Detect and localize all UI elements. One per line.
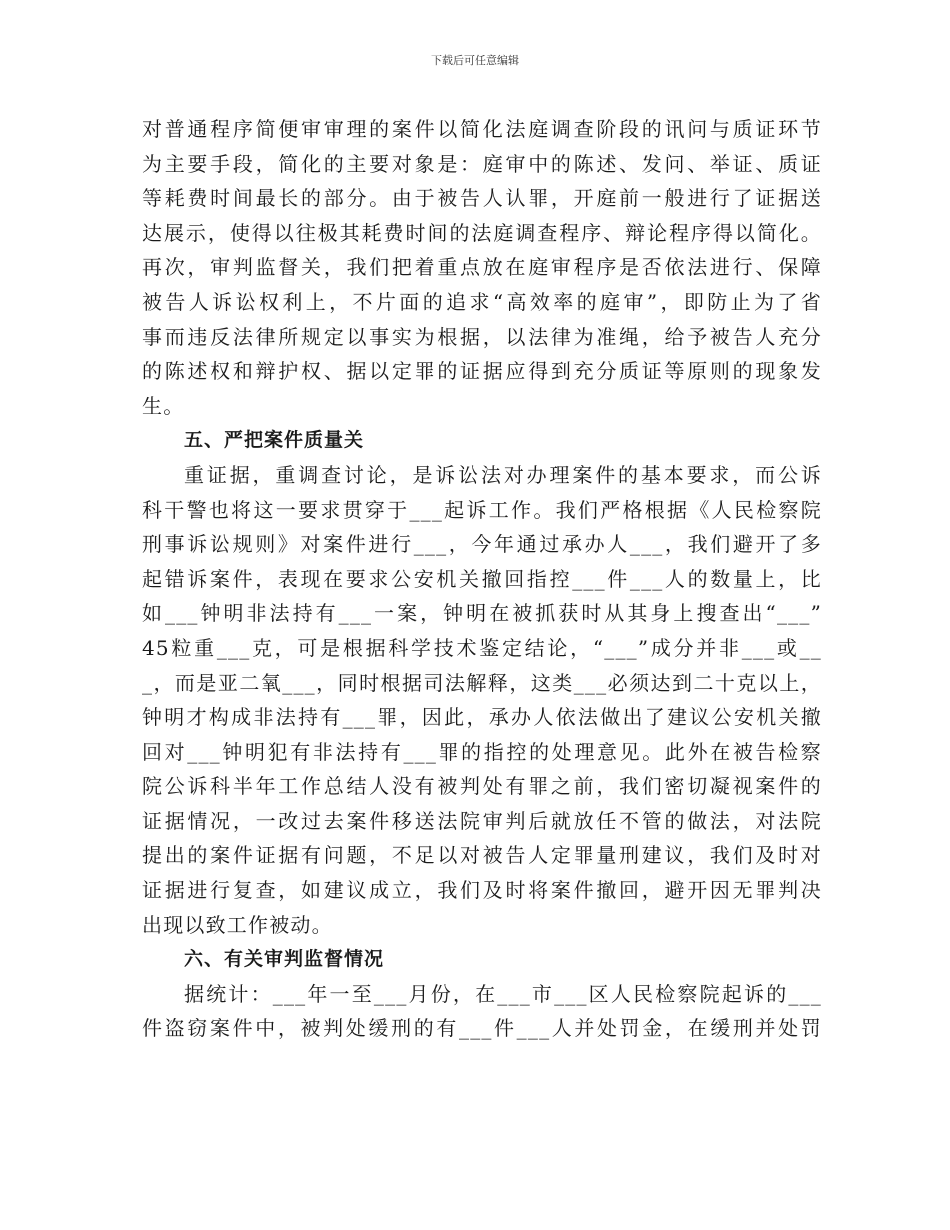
text-line: 重证据，重调查讨论，是诉讼法对办理案件的基本要求，而公诉 — [184, 462, 822, 487]
text-line: 等耗费时间最长的部分。由于被告人认罪，开庭前一般进行了证据送 — [142, 186, 822, 211]
text-line: 达展示，使得以往极其耗费时间的法庭调查程序、辩论程序得以简化。 — [142, 220, 822, 245]
text-line: 证据进行复查，如建议成立，我们及时将案件撤回，避开因无罪判决 — [142, 878, 822, 903]
document-body — [142, 112, 822, 1046]
text-line: 再次，审判监督关，我们把着重点放在庭审程序是否依法进行、保障 — [142, 255, 822, 280]
paragraph-continuation — [142, 112, 822, 423]
text-line: 为主要手段，简化的主要对象是：庭审中的陈述、发问、举证、质证 — [142, 151, 822, 176]
text-line: 生。 — [142, 393, 185, 418]
text-line: 事而违反法律所规定以事实为根据，以法律为准绳，给予被告人充分 — [142, 324, 822, 349]
text-line: 对普通程序简便审审理的案件以简化法庭调查阶段的讯问与质证环节 — [142, 117, 822, 141]
section-heading-6: 六、有关审判监督情况 — [184, 948, 385, 971]
text-line: 钟明才构成非法持有___罪，因此，承办人依法做出了建议公安机关撤 — [142, 705, 822, 730]
text-line: _，而是亚二氧___，同时根据司法解释，这类___必须达到二十克以上， — [142, 670, 822, 695]
text-line: 出现以致工作被动。 — [142, 912, 333, 937]
text-line: 证据情况，一改过去案件移送法院审判后就放任不管的做法，对法院 — [142, 808, 822, 833]
text-line: 刑事诉讼规则》对案件进行___，今年通过承办人___，我们避开了多 — [142, 532, 822, 557]
text-line: 院公诉科半年工作总结人没有被判处有罪之前，我们密切凝视案件的 — [142, 774, 822, 799]
text-line: 如___钟明非法持有___一案，钟明在被抓获时从其身上搜查出“___” — [142, 601, 822, 626]
text-line: 被告人诉讼权利上，不片面的追求“高效率的庭审”，即防止为了省 — [142, 289, 822, 314]
paragraph-case-quality — [142, 458, 822, 942]
text-line: 回对___钟明犯有非法持有___罪的指控的处理意见。此外在被告检察 — [142, 739, 822, 764]
text-line: 据统计：___年一至___月份，在___市___区人民检察院起诉的___ — [184, 981, 822, 1006]
text-line: 提出的案件证据有问题，不足以对被告人定罪量刑建议，我们及时对 — [142, 843, 822, 868]
text-line: 的陈述权和辩护权、据以定罪的证据应得到充分质证等原则的现象发 — [142, 359, 822, 384]
text-line: 45粒重___克，可是根据科学技术鉴定结论，“___”成分并非___或__ — [142, 635, 822, 660]
paragraph-trial-supervision — [142, 977, 822, 1046]
text-line: 起错诉案件，表现在要求公安机关撤回指控___件___人的数量上，比 — [142, 566, 822, 591]
section-heading-5: 五、严把案件质量关 — [184, 429, 365, 452]
header-note: 下载后可任意编辑 — [431, 54, 519, 67]
text-line: 件盗窃案件中，被判处缓刑的有___件___人并处罚金，在缓刑并处罚 — [142, 1016, 822, 1041]
text-line: 科干警也将这一要求贯穿于___起诉工作。我们严格根据《人民检察院 — [142, 497, 822, 522]
